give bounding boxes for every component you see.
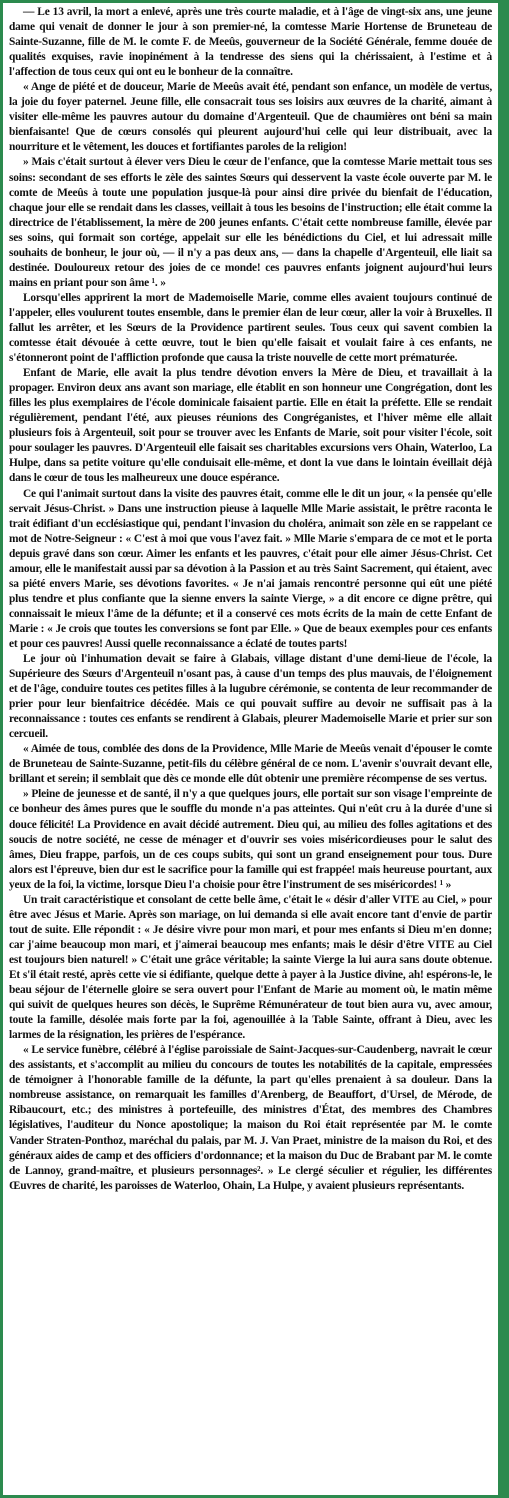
article-body <box>9 5 492 1194</box>
paragraph-1: — Le 13 avril, la mort a enlevé, après une très courte maladie, et à l'âge de vingt-six ans, une jeune dame qui venait de donner le jour à son premier-né, la comtesse Marie Hortense de Bruneteau de Sainte-Suzanne, fille de M. le comte F. de Meeûs, gouverneur de la Société Générale, femme douée de qualités exquises, ravie inopinément à la tendresse des siens qui la chérissaient, à l'estime et à l'affection de tous ceux qui ont eu le bonheur de la connaître. <box>9 6 492 79</box>
paragraph-2: « Ange de piété et de douceur, Marie de Meeûs avait été, pendant son enfance, un modèle de vertus, la joie du foyer paternel. Jeune fille, elle consacrait tous ses loisirs aux œuvres de la charité, aimant à visiter elle-même les pauvres autour du domaine d'Argenteuil. Que de chaumières ont béni sa main bienfaisante! Que de cœurs consolés qui pleurent aujourd'hui celle qui leur distribuait, avec la nourriture et le vêtement, les douces et fortifiantes paroles de la religion! <box>9 81 492 154</box>
paragraph-8: « Aimée de tous, comblée des dons de la Providence, Mlle Marie de Meeûs venait d'épouser le comte de Bruneteau de Sainte-Suzanne, petit-fils du célèbre général de ce nom. L'avenir s'ouvrait devant elle, brillant et serein; il semblait que dès ce monde elle dût obtenir une première récompense de ses vertus. <box>9 743 492 786</box>
paragraph-7: Le jour où l'inhumation devait se faire à Glabais, village distant d'une demi-lieue de l'école, la Supérieure des Sœurs d'Argenteuil n'osant pas, à cause d'un temps des plus mauvais, de l'éloignement et de l'âge, conduire toutes ces petites filles à la lugubre cérémonie, se contenta de leur recommander de prier pour leur bienfaitrice décédée. Mais ce qui pouvait suffire au devoir ne suffisait pas à la reconnaissance : toutes ces enfants se rendirent à Glabais, pleurer Mademoiselle Marie et prier sur son cercueil. <box>9 653 492 741</box>
paragraph-10: Un trait caractéristique et consolant de cette belle âme, c'était le « désir d'aller VITE au Ciel, » pour être avec Jésus et Marie. Après son mariage, on lui demanda si elle avait encore tant d'envie de partir tout de suite. Elle répondit : « Je désire vivre pour mon mari, et pour mes enfants si Dieu m'en donne; car j'aime beaucoup mon mari, et j'aimerai beaucoup mes enfants; mais le désir d'être VITE au Ciel est toujours bien naturel! » C'était une grâce véritable; la sainte Vierge la lui aura sans doute obtenue. Et s'il était resté, après cette vie si édifiante, quelque dette à payer à la Justice divine, ah! espérons-le, le beau séjour de l'éternelle gloire se sera ouvert pour l'Enfant de Marie au moment où, le matin même qui suivit de quelques heures son décès, le Suprême Rémunérateur de tout bien aura vu, avec amour, toute la famille, désolée mais forte par la foi, agenouillée à la Table Sainte, offrant à Dieu, avec les larmes de la résignation, les prières de l'espérance. <box>9 893 492 1042</box>
paragraph-3: » Mais c'était surtout à élever vers Dieu le cœur de l'enfance, que la comtesse Marie mettait tous ses soins: secondant de ses efforts le zèle des saintes Sœurs qui desservent la vaste école ouverte par M. le comte de Meeûs à toute une population jusque-là pour ainsi dire privée du bienfait de l'éducation, chaque jour elle se rendait dans les classes, veillait à tous les besoins de l'instruction; elle était comme la directrice de l'établissement, la mère de 200 jeunes enfants. C'était cette nombreuse famille, élevée par ses soins, qui formait son cortége, appelait sur elle les bénédictions du Ciel, et lui adressait mille souhaits de bonheur, le jour où, — il n'y a pas deux ans, — dans la chapelle d'Argenteuil, elle liait sa destinée. Douloureux retour des joies de ce monde! ces pauvres enfants joignent aujourd'hui leurs mains en priant pour son âme ¹. » <box>9 156 492 289</box>
paragraph-4: Lorsqu'elles apprirent la mort de Mademoiselle Marie, comme elles avaient toujours continué de l'appeler, elles voulurent toutes ensemble, dans le premier élan de leur cœur, aller la voir à Bruxelles. Il fallut les arrêter, et les Sœurs de la Providence partirent seules. Tous ceux qui savent combien la comtesse était dévouée à cette œuvre, tout le bien qu'elle faisait et voulait faire à ces enfants, ne s'étonneront point de l'affliction profonde que causa la triste nouvelle de cette mort prématurée. <box>9 291 492 365</box>
paragraph-6: Ce qui l'animait surtout dans la visite des pauvres était, comme elle le dit un jour, « la pensée qu'elle servait Jésus-Christ. » Dans une instruction pieuse à laquelle Mlle Marie assistait, le prêtre raconta le trait édifiant d'un ecclésiastique qui, pendant l'invasion du choléra, animait son zèle en se rappelant ce mot de Notre-Seigneur : « C'est à moi que vous l'avez fait. » Mlle Marie s'empara de ce mot et le porta depuis gravé dans son cœur. Aimer les enfants et les pauvres, c'était pour elle aimer Jésus-Christ. Cet amour, elle le manifestait aussi par sa dévotion à la Passion et au très Saint Sacrement, qui étaient, avec sa piété envers Marie, ses dévotions favorites. « Je n'ai jamais rencontré personne qui eût une piété plus tendre et plus confiante que la sienne envers la sainte Vierge, » a dit encore ce digne prêtre, qui connaissait le mieux l'âme de la défunte; et il a conservé ces mots écrits de la main de cette Enfant de Marie : « Je crois que toutes les conversions se font par Elle. » Que de beaux exemples pour ces enfants et pour ces pauvres! Aussi quelle reconnaissance a éclaté de toutes parts! <box>9 487 492 650</box>
document-page <box>3 3 498 1495</box>
paragraph-11: « Le service funèbre, célébré à l'église paroissiale de Saint-Jacques-sur-Caudenberg, navrait le cœur des assistants, et s'accomplit au milieu du concours de toutes les notabilités de la capitale, empressées de témoigner à l'honorable famille de la défunte, la part qu'elles prenaient à sa douleur. Dans la nombreuse assistance, on remarquait les familles d'Arenberg, de Beauffort, d'Ursel, de Mérode, de Ribaucourt, etc.; des ministres à portefeuille, des ministres d'État, des membres des Chambres législatives, l'auditeur du Nonce apostolique; la maison du Roi était représentée par M. le comte Vander Straten-Ponthoz, maréchal du palais, par M. J. Van Praet, ministre de la maison du Roi, et des généraux aides de camp et des officiers d'ordonnance; et la maison du Duc de Brabant par M. le comte de Lannoy, grand-maître, et plusieurs personnages². » Le clergé séculier et régulier, les différentes Œuvres de charité, les paroisses de Waterloo, Ohain, La Hulpe, y avaient plusieurs représentants. <box>9 1044 492 1192</box>
paragraph-5: Enfant de Marie, elle avait la plus tendre dévotion envers la Mère de Dieu, et travaillait à la propager. Environ deux ans avant son mariage, elle établit en son honneur une Congrégation, dont les filles les plus exemplaires de l'école dominicale faisaient partie. Elle en était la préfette. Elle se rendait régulièrement, pendant l'été, aux pieuses réunions des Congréganistes, et l'hiver même elle allait plusieurs fois à Argenteuil, soit pour se trouver avec les Enfants de Marie, soit pour visiter l'école, soit pour soulager les pauvres. D'Argenteuil elle faisait ses charitables excursions vers Ohain, Waterloo, La Hulpe, dans sa petite voiture qu'elle conduisait elle-même, et dont la vue dans le lointain éveillait déjà dans le cœur de tous les malheureux une douce espérance. <box>9 367 492 485</box>
paragraph-9: » Pleine de jeunesse et de santé, il n'y a que quelques jours, elle portait sur son visage l'empreinte de ce bonheur des âmes pures que le souffle du monde n'a pas atteintes. Qui n'eût cru à la durée d'une si douce félicité! La Providence en avait décidé autrement. Dieu qui, au milieu des folles agitations et des soucis de notre société, ne cesse de ménager et d'ouvrir ses voies miséricordieuses pour le salut des âmes, Dieu frappe, parfois, un de ces coups subits, qui sont un grand enseignement pour tous. Dure alors est l'épreuve, bien dur est le sacrifice pour la famille qui est frappée! mais heureuse pourtant, aux yeux de la foi, la victime, lorsque Dieu l'a choisie pour être l'instrument de ses miséricordes! ¹ » <box>9 788 492 891</box>
